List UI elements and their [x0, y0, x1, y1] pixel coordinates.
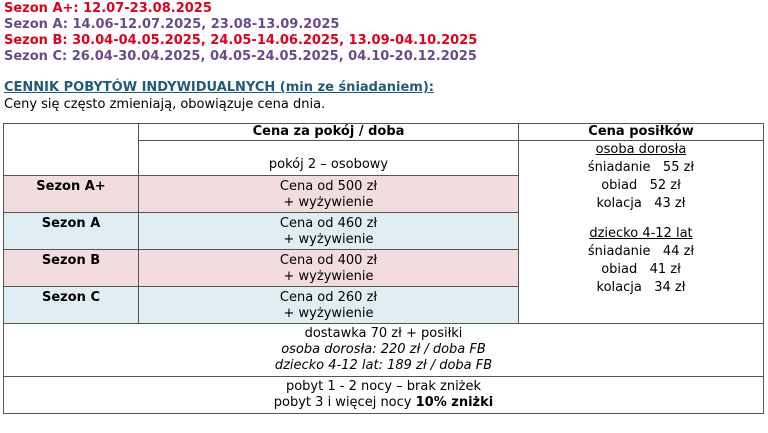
extra-bed-line: dostawka 70 zł + posiłki: [304, 326, 463, 341]
empty-corner-cell: [4, 124, 139, 176]
season-a-extra: + wyżywienie: [283, 232, 374, 247]
season-a-price: Cena od 460 zł: [279, 216, 378, 231]
extra-bed-adult: osoba dorosła: 220 zł / doba FB: [281, 342, 486, 357]
season-c-extra: + wyżywienie: [283, 306, 374, 321]
meals-adult-label: osoba dorosła: [595, 142, 687, 157]
price-list-heading: CENNIK POBYTÓW INDYWIDUALNYCH (min ze śniadaniem):: [4, 80, 434, 95]
season-aplus-price-cell: [139, 176, 519, 213]
meal-child-breakfast: śniadanie 44 zł: [587, 244, 695, 259]
season-a-label: Sezon A: [4, 213, 139, 250]
meal-adult-lunch: obiad 52 zł: [601, 178, 681, 193]
discount-short-stay: pobyt 1 - 2 nocy – brak zniżek: [285, 379, 482, 394]
room-type: pokój 2 – osobowy: [268, 157, 389, 172]
extra-bed-child: dziecko 4-12 lat: 189 zł / doba FB: [274, 358, 493, 373]
season-b-extra: + wyżywienie: [283, 269, 374, 284]
season-c-price-cell: [139, 287, 519, 324]
season-b-price: Cena od 400 zł: [279, 253, 378, 268]
season-a-dates: Sezon A: 14.06-12.07.2025, 23.08-13.09.2025: [4, 17, 340, 32]
meal-adult-breakfast: śniadanie 55 zł: [587, 160, 695, 175]
season-c-dates: Sezon C: 26.04-30.04.2025, 04.05-24.05.2025, 04.10-20.12.2025: [4, 49, 477, 64]
meal-child-dinner: kolacja 34 zł: [596, 280, 686, 295]
room-price-header: Cena za pokój / doba: [139, 124, 519, 141]
price-note: Ceny się często zmieniają, obowiązuje cena dnia.: [4, 97, 326, 112]
discount-long-stay: [4, 395, 763, 411]
season-b-price-cell: [139, 250, 519, 287]
price-table: [3, 123, 764, 414]
season-c-label: Sezon C: [4, 287, 139, 324]
extra-bed-cell: [4, 324, 764, 377]
discount-long-stay-text: pobyt 3 i więcej nocy: [273, 395, 416, 410]
discounts-cell: [4, 377, 764, 414]
season-b-label: Sezon B: [4, 250, 139, 287]
season-aplus-label: Sezon A+: [4, 176, 139, 213]
meals-cell: [519, 141, 764, 324]
season-b-dates: Sezon B: 30.04-04.05.2025, 24.05-14.06.2025, 13.09-04.10.2025: [4, 33, 478, 48]
room-type-cell: [139, 141, 519, 176]
meal-child-lunch: obiad 41 zł: [601, 262, 681, 277]
season-aplus-price: Cena od 500 zł: [279, 179, 378, 194]
season-aplus-extra: + wyżywienie: [283, 195, 374, 210]
season-aplus-dates: Sezon A+: 12.07-23.08.2025: [4, 1, 212, 16]
meals-child-label: dziecko 4-12 lat: [589, 226, 693, 241]
meal-adult-dinner: kolacja 43 zł: [596, 196, 686, 211]
season-a-price-cell: [139, 213, 519, 250]
season-c-price: Cena od 260 zł: [279, 290, 378, 305]
meal-price-header: Cena posiłków: [519, 124, 764, 141]
discount-value: 10% zniżki: [415, 395, 494, 410]
